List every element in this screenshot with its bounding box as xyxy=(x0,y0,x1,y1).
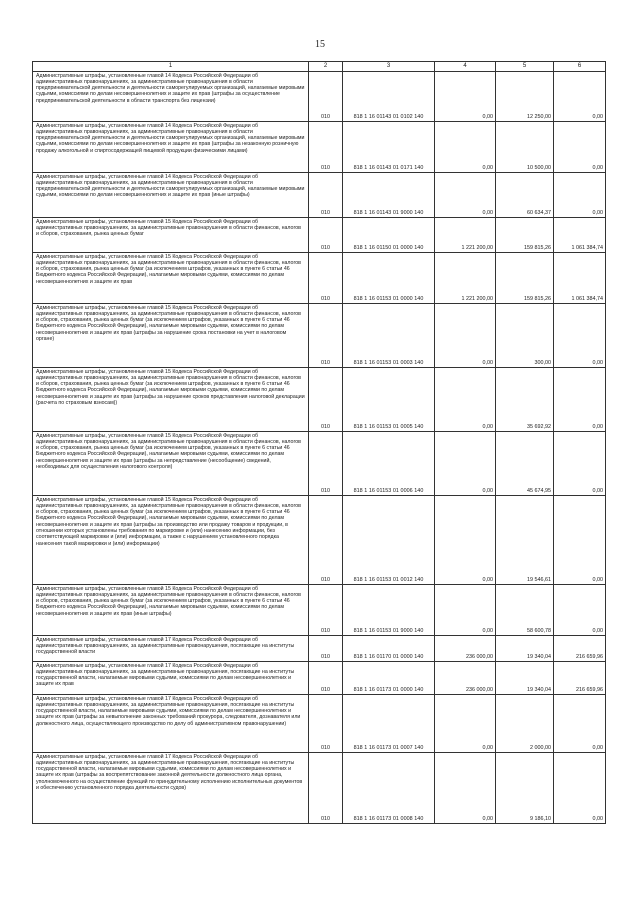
table-row xyxy=(33,218,606,253)
table-row xyxy=(33,173,606,218)
row-line-code: 010 xyxy=(309,368,343,432)
row-executed: 300,00 xyxy=(496,304,554,368)
row-description: Административные штрафы, установленные главой 15 Кодекса Российской Федерации об административных правонарушениях, за административные правонарушения в области финансов, налогов и сборов, страхования, рынка ценных бумаг (за исключением штрафов, указанных в пункте 6 статьи 46 Бюджетного кодекса Российской Федерации), налагаемые мировыми судьями, комиссиями по делам несовершеннолетних и защите их прав (штрафы за непредставление (несообщение) сведений, необходимых для осуществления налогового контроля) xyxy=(33,432,309,496)
row-description: Административные штрафы, установленные главой 17 Кодекса Российской Федерации об административных правонарушениях, за административные правонарушения, посягающие на институты государственной власти, налагаемые мировыми судьями, комиссиями по делам несовершеннолетних и защите их прав xyxy=(33,662,309,695)
row-approved: 0,00 xyxy=(435,496,496,585)
row-approved: 236 000,00 xyxy=(435,662,496,695)
row-executed: 19 546,61 xyxy=(496,496,554,585)
row-line-code: 010 xyxy=(309,636,343,662)
row-line-code: 010 xyxy=(309,753,343,824)
row-executed: 9 186,10 xyxy=(496,753,554,824)
row-line-code: 010 xyxy=(309,496,343,585)
row-executed: 60 634,37 xyxy=(496,173,554,218)
revenue-table xyxy=(32,61,606,824)
row-description: Административные штрафы, установленные главой 15 Кодекса Российской Федерации об административных правонарушениях, за административные правонарушения в области финансов, налогов и сборов, страхования, рынка ценных бумаг (за исключением штрафов, указанных в пункте 6 статьи 46 Бюджетного кодекса Российской Федерации), налагаемые мировыми судьями, комиссиями по делам несовершеннолетних и защите их прав (штрафы за производство или продажу товаров и продукции, в отношении которых установлены требования по маркировке и (или) нанесению информации, без соответствующей маркировки и (или) информации, а также с нарушением установленного порядка нанесения такой маркировки и (или) информации) xyxy=(33,496,309,585)
row-approved: 0,00 xyxy=(435,122,496,173)
row-revenue-code: 818 1 16 01173 01 0007 140 xyxy=(343,695,435,753)
row-unexecuted: 0,00 xyxy=(554,585,606,636)
row-description: Административные штрафы, установленные главой 17 Кодекса Российской Федерации об административных правонарушениях, за административные правонарушения, посягающие на институты государственной власти, налагаемые мировыми судьями, комиссиями по делам несовершеннолетних и защите их прав (штрафы за воспрепятствование законной деятельности должностного лица органа, уполномоченного на осуществление функций по принудительному исполнению исполнительных документов и обеспечению установленного порядка деятельности судов) xyxy=(33,753,309,824)
row-line-code: 010 xyxy=(309,432,343,496)
row-revenue-code: 818 1 16 01153 01 0000 140 xyxy=(343,253,435,304)
row-line-code: 010 xyxy=(309,122,343,173)
page-number: 15 xyxy=(315,39,325,50)
table-body xyxy=(33,72,606,824)
table-row xyxy=(33,368,606,432)
row-revenue-code: 818 1 16 01170 01 0000 140 xyxy=(343,636,435,662)
row-executed: 35 692,92 xyxy=(496,368,554,432)
row-line-code: 010 xyxy=(309,72,343,122)
row-approved: 0,00 xyxy=(435,173,496,218)
row-unexecuted: 0,00 xyxy=(554,695,606,753)
header-col-4: 4 xyxy=(435,62,496,72)
header-row xyxy=(33,62,606,72)
table-row xyxy=(33,122,606,173)
row-unexecuted: 0,00 xyxy=(554,753,606,824)
row-description: Административные штрафы, установленные главой 17 Кодекса Российской Федерации об административных правонарушениях, за административные правонарушения, посягающие на институты государственной власти xyxy=(33,636,309,662)
row-unexecuted: 0,00 xyxy=(554,496,606,585)
row-description: Административные штрафы, установленные главой 14 Кодекса Российской Федерации об административных правонарушениях, за административные правонарушения в области предпринимательской деятельности и деятельности саморегулируемых организаций, налагаемые мировыми судьями, комиссиями по делам несовершеннолетних и защите их прав (штрафы за осуществление предпринимательской деятельности в области транспорта без лицензии) xyxy=(33,72,309,122)
row-unexecuted: 1 061 384,74 xyxy=(554,253,606,304)
row-description: Административные штрафы, установленные главой 15 Кодекса Российской Федерации об административных правонарушениях, за административные правонарушения в области финансов, налогов и сборов, страхования, рынка ценных бумаг (за исключением штрафов, указанных в пункте 6 статьи 46 Бюджетного кодекса Российской Федерации), налагаемые мировыми судьями, комиссиями по делам несовершеннолетних и защите их прав (штрафы за нарушение срока постановки на учет в налоговом органе) xyxy=(33,304,309,368)
row-unexecuted: 0,00 xyxy=(554,432,606,496)
row-executed: 159 815,26 xyxy=(496,218,554,253)
row-revenue-code: 818 1 16 01153 01 0012 140 xyxy=(343,496,435,585)
row-line-code: 010 xyxy=(309,253,343,304)
row-approved: 0,00 xyxy=(435,432,496,496)
table-row xyxy=(33,432,606,496)
row-revenue-code: 818 1 16 01153 01 9000 140 xyxy=(343,585,435,636)
row-approved: 0,00 xyxy=(435,72,496,122)
row-description: Административные штрафы, установленные главой 15 Кодекса Российской Федерации об административных правонарушениях, за административные правонарушения в области финансов, налогов и сборов, страхования, рынка ценных бумаг (за исключением штрафов, указанных в пункте 6 статьи 46 Бюджетного кодекса Российской Федерации), налагаемые мировыми судьями, комиссиями по делам несовершеннолетних и защите их прав (штрафы за нарушение сроков представления налоговой декларации (расчета по страховым взносам)) xyxy=(33,368,309,432)
header-col-5: 5 xyxy=(496,62,554,72)
row-revenue-code: 818 1 16 01143 01 9000 140 xyxy=(343,173,435,218)
table-header xyxy=(33,62,606,72)
row-description: Административные штрафы, установленные главой 15 Кодекса Российской Федерации об административных правонарушениях, за административные правонарушения в области финансов, налогов и сборов, страхования, рынка ценных бумаг xyxy=(33,218,309,253)
row-unexecuted: 0,00 xyxy=(554,122,606,173)
row-approved: 1 221 200,00 xyxy=(435,253,496,304)
header-col-3: 3 xyxy=(343,62,435,72)
row-revenue-code: 818 1 16 01150 01 0000 140 xyxy=(343,218,435,253)
row-unexecuted: 216 659,96 xyxy=(554,636,606,662)
row-line-code: 010 xyxy=(309,585,343,636)
row-approved: 1 221 200,00 xyxy=(435,218,496,253)
row-line-code: 010 xyxy=(309,304,343,368)
row-executed: 19 340,04 xyxy=(496,662,554,695)
row-revenue-code: 818 1 16 01153 01 0006 140 xyxy=(343,432,435,496)
table-row xyxy=(33,496,606,585)
row-executed: 2 000,00 xyxy=(496,695,554,753)
row-line-code: 010 xyxy=(309,662,343,695)
row-unexecuted: 216 659,96 xyxy=(554,662,606,695)
row-description: Административные штрафы, установленные главой 15 Кодекса Российской Федерации об административных правонарушениях, за административные правонарушения в области финансов, налогов и сборов, страхования, рынка ценных бумаг (за исключением штрафов, указанных в пункте 6 статьи 46 Бюджетного кодекса Российской Федерации), налагаемые мировыми судьями, комиссиями по делам несовершеннолетних и защите их прав xyxy=(33,253,309,304)
table-row xyxy=(33,585,606,636)
row-executed: 159 815,26 xyxy=(496,253,554,304)
row-unexecuted: 0,00 xyxy=(554,304,606,368)
row-unexecuted: 1 061 384,74 xyxy=(554,218,606,253)
row-revenue-code: 818 1 16 01173 01 0008 140 xyxy=(343,753,435,824)
row-revenue-code: 818 1 16 01153 01 0003 140 xyxy=(343,304,435,368)
row-approved: 0,00 xyxy=(435,304,496,368)
row-unexecuted: 0,00 xyxy=(554,72,606,122)
table-row xyxy=(33,695,606,753)
row-description: Административные штрафы, установленные главой 17 Кодекса Российской Федерации об административных правонарушениях, за административные правонарушения, посягающие на институты государственной власти, налагаемые мировыми судьями, комиссиями по делам несовершеннолетних и защите их прав (штрафы за невыполнение законных требований прокурора, следователя, дознавателя или должностного лица, осуществляющего производство по делу об административном правонарушении) xyxy=(33,695,309,753)
table-row xyxy=(33,753,606,824)
row-approved: 236 000,00 xyxy=(435,636,496,662)
row-approved: 0,00 xyxy=(435,368,496,432)
row-revenue-code: 818 1 16 01143 01 0171 140 xyxy=(343,122,435,173)
header-col-1: 1 xyxy=(33,62,309,72)
table-row xyxy=(33,662,606,695)
row-executed: 12 250,00 xyxy=(496,72,554,122)
row-line-code: 010 xyxy=(309,173,343,218)
row-revenue-code: 818 1 16 01173 01 0000 140 xyxy=(343,662,435,695)
table-row xyxy=(33,304,606,368)
row-line-code: 010 xyxy=(309,218,343,253)
row-unexecuted: 0,00 xyxy=(554,368,606,432)
header-col-6: 6 xyxy=(554,62,606,72)
row-approved: 0,00 xyxy=(435,585,496,636)
row-executed: 58 600,78 xyxy=(496,585,554,636)
row-unexecuted: 0,00 xyxy=(554,173,606,218)
row-description: Административные штрафы, установленные главой 14 Кодекса Российской Федерации об административных правонарушениях, за административные правонарушения в области предпринимательской деятельности и деятельности саморегулируемых организаций, налагаемые мировыми судьями, комиссиями по делам несовершеннолетних и защите их прав (иные штрафы) xyxy=(33,173,309,218)
table-row xyxy=(33,253,606,304)
row-line-code: 010 xyxy=(309,695,343,753)
header-col-2: 2 xyxy=(309,62,343,72)
row-executed: 19 340,04 xyxy=(496,636,554,662)
row-approved: 0,00 xyxy=(435,753,496,824)
row-revenue-code: 818 1 16 01153 01 0005 140 xyxy=(343,368,435,432)
row-description: Административные штрафы, установленные главой 15 Кодекса Российской Федерации об административных правонарушениях, за административные правонарушения в области финансов, налогов и сборов, страхования, рынка ценных бумаг (за исключением штрафов, указанных в пункте 6 статьи 46 Бюджетного кодекса Российской Федерации), налагаемые мировыми судьями, комиссиями по делам несовершеннолетних и защите их прав (иные штрафы) xyxy=(33,585,309,636)
row-description: Административные штрафы, установленные главой 14 Кодекса Российской Федерации об административных правонарушениях, за административные правонарушения в области предпринимательской деятельности и деятельности саморегулируемых организаций, налагаемые мировыми судьями, комиссиями по делам несовершеннолетних и защите их прав (штрафы за незаконную розничную продажу алкогольной и спиртосодержащей пищевой продукции физическими лицами) xyxy=(33,122,309,173)
table-row xyxy=(33,72,606,122)
table-row xyxy=(33,636,606,662)
row-approved: 0,00 xyxy=(435,695,496,753)
row-executed: 10 500,00 xyxy=(496,122,554,173)
row-executed: 45 674,95 xyxy=(496,432,554,496)
row-revenue-code: 818 1 16 01143 01 0102 140 xyxy=(343,72,435,122)
